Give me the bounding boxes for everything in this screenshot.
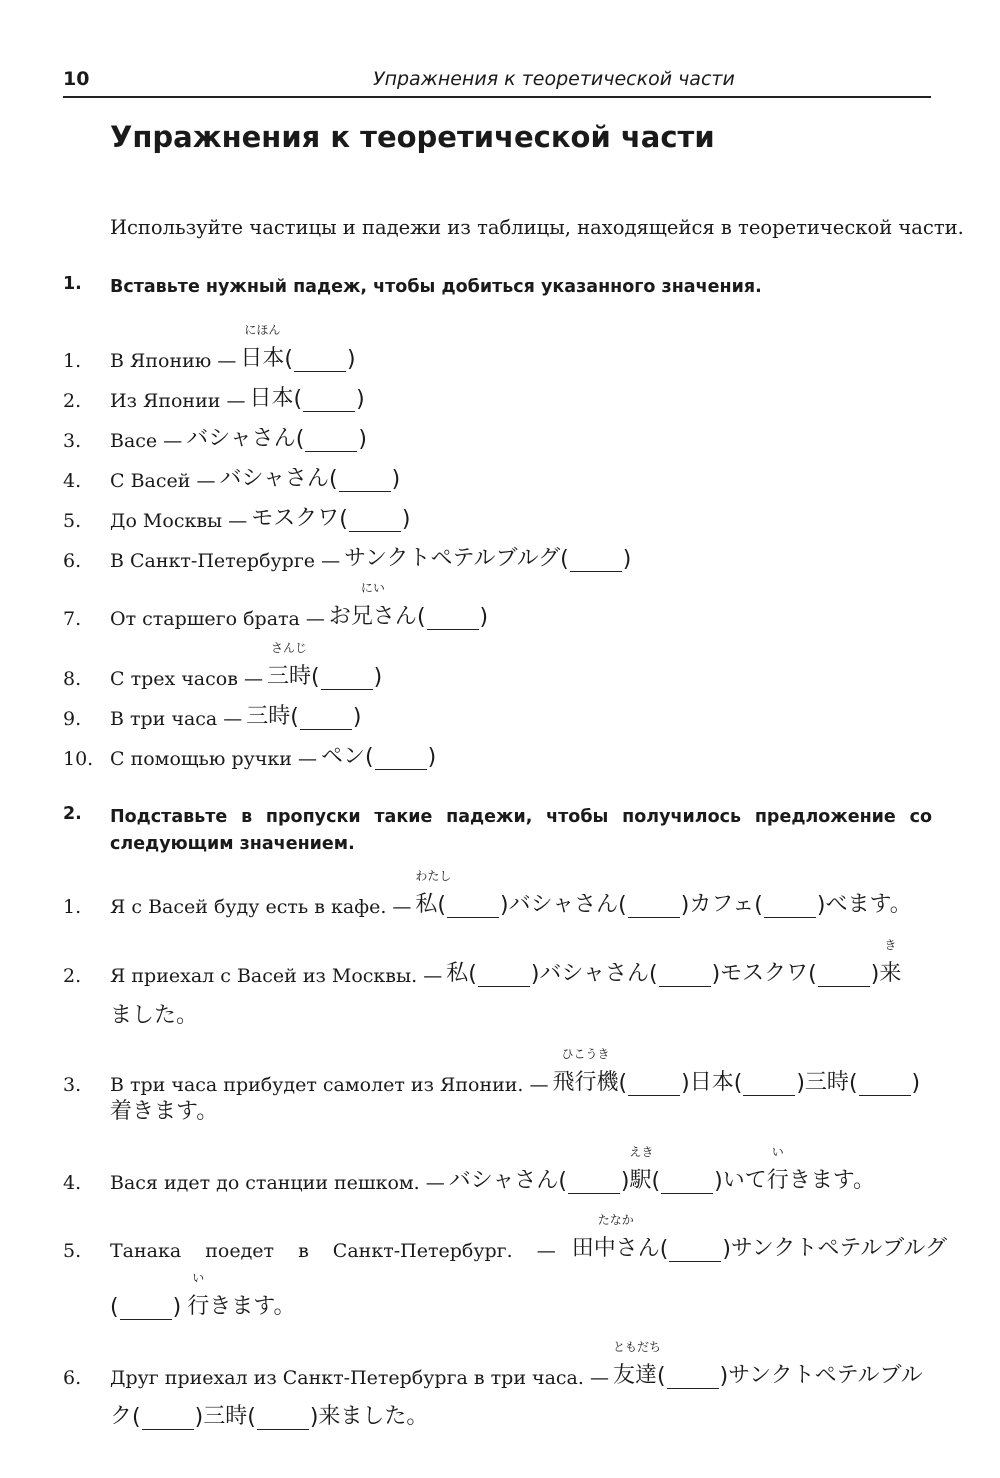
japanese-word: ク (110, 1404, 133, 1429)
exercise-item: 9. В три часа — 三時 ( ) (0, 686, 1000, 730)
japanese-word: バシャさん (219, 466, 330, 491)
exercise-item: 4. С Васей — バシャさん ( ) (0, 448, 1000, 492)
japanese-word: サンクトペテルブルグ (344, 546, 561, 571)
russian-phrase: С трех часов — (110, 668, 263, 690)
japanese-word: べます。 (825, 892, 912, 917)
japanese-word: さんじ 三時 (266, 641, 311, 689)
russian-phrase: Васе — (110, 430, 183, 452)
japanese-word: き 来 (879, 938, 902, 986)
furigana: にほん (244, 323, 281, 337)
furigana: にい (360, 581, 385, 595)
answer-blank[interactable] (628, 1077, 680, 1096)
furigana: たなか (597, 1213, 634, 1227)
exercise-title: Подставьте в пропуски такие падежи, чтобы получилось предложение со следующим значением. (110, 807, 932, 854)
exercise-item: 7. От старшего брата — にい お兄さん ( ) (0, 586, 1000, 630)
japanese-word: わたし 私 (415, 869, 452, 917)
exercise-title: Вставьте нужный падеж, чтобы добиться указанного значения. (110, 277, 762, 297)
item-number: 1. (63, 350, 82, 372)
furigana: わたし (415, 869, 452, 883)
japanese-word: バシャさん (539, 961, 649, 986)
answer-blank[interactable] (375, 751, 427, 770)
japanese-word: 私 (446, 961, 469, 986)
japanese-word: バシャさん (448, 1168, 559, 1193)
answer-blank[interactable] (628, 899, 680, 918)
page-number: 10 (63, 68, 90, 90)
answer-blank[interactable] (447, 899, 499, 918)
answer-blank[interactable] (669, 1243, 721, 1262)
exercise-item: 4. Вася идет до станции пешком. — バシャさん ( ) えき 駅 ( ) いて い 行 きます。 (0, 1150, 1000, 1194)
japanese-word: えき 駅 (629, 1145, 654, 1193)
furigana: い (771, 1145, 784, 1159)
item-number: 6. (63, 1367, 82, 1389)
header-divider (63, 96, 931, 98)
exercise-item: 2. Из Японии — 日本 ( ) (0, 368, 1000, 412)
item-number: 4. (63, 1172, 82, 1194)
japanese-word: にほん 日本 (240, 323, 285, 371)
furigana: えき (629, 1145, 654, 1159)
item-number: 3. (63, 1074, 82, 1096)
section-title: Упражнения к теоретической части (110, 120, 715, 154)
answer-blank[interactable] (859, 1077, 911, 1096)
running-title: Упражнения к теоретической части (373, 68, 735, 90)
continuation-line: ました。 (110, 1003, 199, 1028)
answer-blank[interactable] (661, 1175, 713, 1194)
japanese-word: い 行 (766, 1145, 789, 1193)
russian-sentence: Я приехал с Васей из Москвы. — (110, 965, 443, 987)
japanese-word: 日本 (249, 386, 294, 411)
item-number: 6. (63, 550, 82, 572)
exercise-item: 3. Васе — バシャさん ( ) (0, 408, 1000, 452)
continuation-line: 着きます。 (110, 1099, 219, 1124)
japanese-word: たなか 田中さん (571, 1213, 660, 1261)
item-number: 5. (63, 510, 82, 532)
exercise-item: 2. Я приехал с Васей из Москвы. — 私 ( ) バシャさん ( ) モスクワ ( ) き 来 (0, 943, 1000, 987)
item-number: 2. (63, 965, 82, 987)
exercise-item: 6. Друг приехал из Санкт-Петербурга в три часа. — ともだち 友達 ( ) サンクトペテルブル (0, 1345, 1000, 1389)
answer-blank[interactable] (478, 968, 530, 987)
russian-phrase: С помощью ручки — (110, 748, 317, 770)
russian-phrase: От старшего брата — (110, 608, 325, 630)
japanese-word: モスクワ (251, 506, 340, 531)
russian-phrase: До Москвы — (110, 510, 248, 532)
item-number: 4. (63, 470, 82, 492)
item-number: 9. (63, 708, 82, 730)
russian-sentence: В три часа прибудет самолет из Японии. — (110, 1074, 549, 1096)
japanese-word: い 行 (187, 1271, 210, 1319)
item-number: 3. (63, 430, 82, 452)
japanese-word: いて (722, 1168, 767, 1193)
item-number: 8. (63, 668, 82, 690)
exercise-number: 2. (63, 804, 82, 824)
answer-blank[interactable] (570, 553, 622, 572)
russian-sentence: Танака поедет в Санкт-Петербург. — (110, 1240, 556, 1262)
answer-blank[interactable] (667, 1370, 719, 1389)
exercise-item: 5. Танака поедет в Санкт-Петербург. — たなか 田中さん ( ) サンクトペテルブルグ (0, 1218, 1000, 1262)
item-number: 7. (63, 608, 82, 630)
answer-blank[interactable] (120, 1301, 172, 1320)
continuation-line: ( ) い 行 きます。 (110, 1271, 296, 1320)
japanese-word: バシャさん (508, 892, 619, 917)
japanese-word: サンクトペテルブル (728, 1363, 923, 1388)
exercise-item: 3. В три часа прибудет самолет из Японии. — ひこうき 飛行機 ( ) 日本 ( ) 三時 ( ) (0, 1052, 1000, 1096)
answer-blank[interactable] (743, 1077, 795, 1096)
japanese-word: カフェ (689, 892, 755, 917)
item-number: 2. (63, 390, 82, 412)
furigana: ともだち (612, 1340, 661, 1354)
furigana: い (192, 1271, 205, 1285)
answer-blank[interactable] (764, 899, 816, 918)
exercise-item: 10. С помощью ручки — ペン ( ) (0, 726, 1000, 770)
japanese-word: ともだち 友達 (612, 1340, 661, 1388)
answer-blank[interactable] (568, 1175, 620, 1194)
japanese-word: バシャさん (186, 426, 296, 451)
answer-blank[interactable] (257, 1411, 309, 1430)
russian-sentence: Я с Васей буду есть в кафе. — (110, 896, 412, 918)
answer-blank[interactable] (142, 1411, 194, 1430)
furigana: さんじ (270, 641, 307, 655)
running-header (63, 68, 931, 96)
answer-blank[interactable] (659, 968, 711, 987)
japanese-word: 三時 (246, 704, 291, 729)
exercise-item: 8. С трех часов — さんじ 三時 ( ) (0, 646, 1000, 690)
item-number: 5. (63, 1240, 82, 1262)
japanese-word: モスクワ (720, 961, 809, 986)
instruction-text: Используйте частицы и падежи из таблицы, находящейся в теоретической части. (110, 216, 964, 239)
japanese-word: ひこうき 飛行機 (552, 1047, 619, 1095)
exercise-item: 1. В Японию — にほん 日本 ( ) (0, 328, 1000, 372)
continuation-line: ク ( ) 三時 ( ) 来ました。 (110, 1386, 510, 1430)
item-number: 1. (63, 896, 82, 918)
russian-sentence: Друг приехал из Санкт-Петербурга в три часа. — (110, 1367, 609, 1389)
japanese-word: サンクトペテルブルグ (730, 1236, 947, 1261)
exercise-item: 6. В Санкт-Петербурге — サンクトペテルブルグ ( ) (0, 528, 1000, 572)
answer-blank[interactable] (427, 611, 479, 630)
furigana: ひこうき (561, 1047, 610, 1061)
japanese-word: 来ました。 (318, 1404, 429, 1429)
japanese-word: ペン (320, 744, 365, 769)
japanese-word: にい お兄さん (328, 581, 417, 629)
russian-sentence: Вася идет до станции пешком. — (110, 1172, 445, 1194)
japanese-word: 三時 (203, 1404, 248, 1429)
russian-phrase: С Васей — (110, 470, 216, 492)
japanese-word: 三時 (804, 1070, 849, 1095)
japanese-word: 日本 (689, 1070, 734, 1095)
exercise-item: 1. Я с Васей буду есть в кафе. — わたし 私 ( ) バシャさん ( ) カフェ ( ) べます。 (0, 874, 1000, 918)
exercise-item: 5. До Москвы — モスクワ ( ) (0, 488, 1000, 532)
item-number: 10. (63, 748, 94, 770)
russian-phrase: В три часа — (110, 708, 243, 730)
russian-phrase: В Японию — (110, 350, 237, 372)
russian-phrase: В Санкт-Петербурге — (110, 550, 341, 572)
japanese-word: きます。 (788, 1168, 875, 1193)
furigana: き (884, 938, 897, 952)
answer-blank[interactable] (818, 968, 870, 987)
exercise-number: 1. (63, 274, 82, 294)
russian-phrase: Из Японии — (110, 390, 246, 412)
japanese-word: きます。 (209, 1294, 296, 1319)
